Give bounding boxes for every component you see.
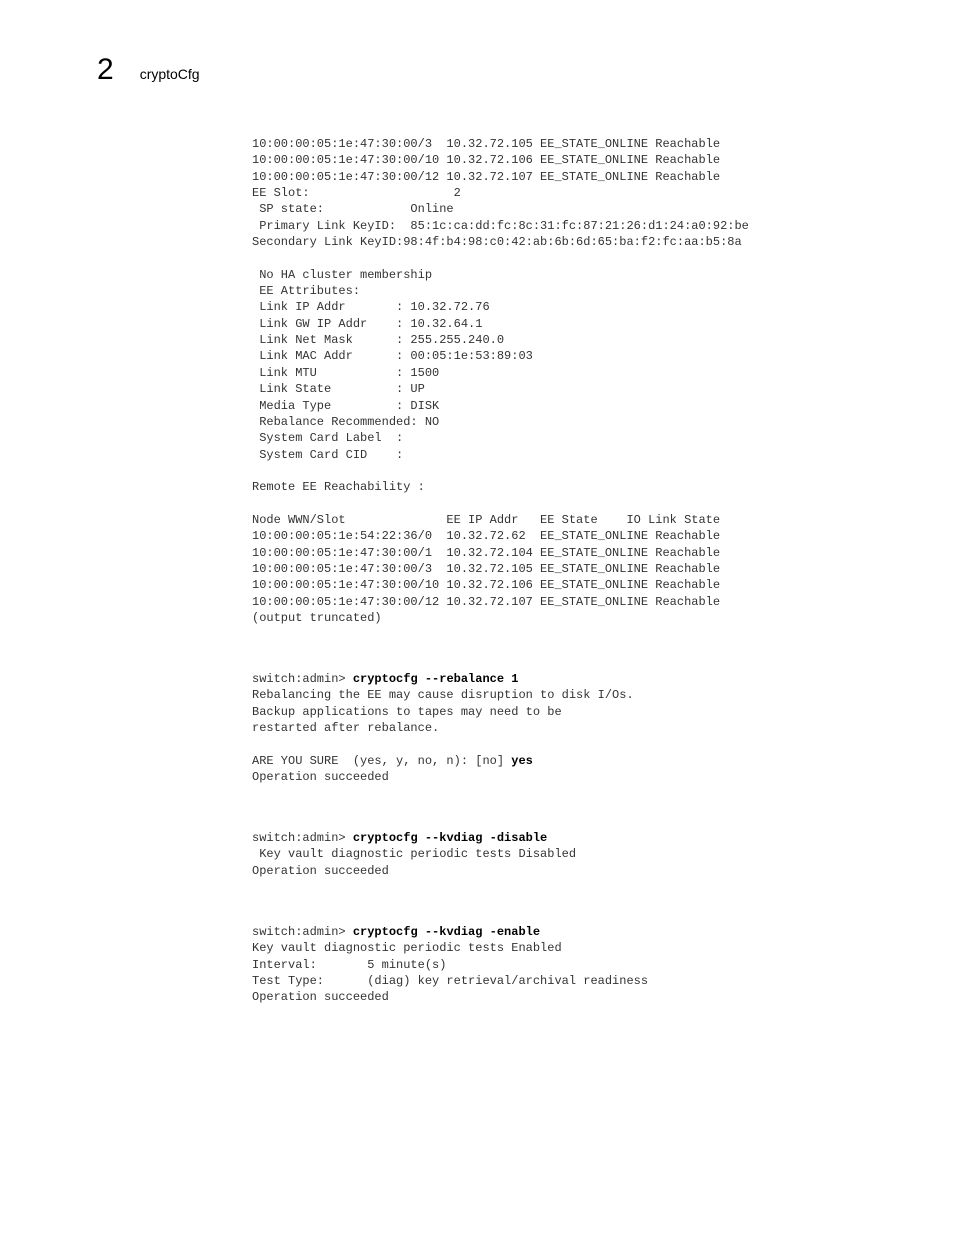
output-line: 10:00:00:05:1e:47:30:00/12 10.32.72.107 EE_STATE_ONLINE Reachable	[252, 594, 721, 609]
status-output-block	[252, 136, 749, 626]
result-line: Operation succeeded	[252, 990, 389, 1005]
chapter-title: cryptoCfg	[139, 66, 200, 82]
output-line: 10:00:00:05:1e:47:30:00/12 10.32.72.107 EE_STATE_ONLINE Reachable	[252, 169, 721, 184]
output-line: System Card Label :	[252, 431, 404, 446]
output-line	[252, 463, 749, 479]
kvdiag-enable-example-block	[252, 924, 648, 1006]
command-line	[252, 671, 634, 687]
output-line: Primary Link KeyID: 85:1c:ca:dd:fc:8c:31:fc:87:21:26:d1:24:a0:92:be	[252, 218, 749, 233]
confirm-prompt: ARE YOU SURE (yes, y, no, n): [no]	[252, 753, 512, 768]
kvdiag-disable-example-block	[252, 830, 576, 879]
confirm-line	[252, 753, 634, 769]
output-line: 10:00:00:05:1e:47:30:00/3 10.32.72.105 EE_STATE_ONLINE Reachable	[252, 561, 721, 576]
command-line	[252, 924, 648, 940]
output-line: Key vault diagnostic periodic tests Disabled	[252, 847, 577, 862]
output-line: Link GW IP Addr : 10.32.64.1	[252, 316, 483, 331]
output-line: Media Type : DISK	[252, 398, 440, 413]
output-line: Secondary Link KeyID:98:4f:b4:98:c0:42:ab:6b:6d:65:ba:f2:fc:aa:b5:8a	[252, 235, 742, 250]
output-line: Interval: 5 minute(s)	[252, 957, 447, 972]
output-line: No HA cluster membership	[252, 267, 433, 282]
output-line: Link MTU : 1500	[252, 365, 440, 380]
output-line: System Card CID :	[252, 447, 404, 462]
shell-prompt: switch:admin>	[252, 672, 353, 686]
output-line: Link State : UP	[252, 382, 425, 397]
output-line: 10:00:00:05:1e:47:30:00/1 10.32.72.104 EE_STATE_ONLINE Reachable	[252, 545, 721, 560]
result-line: Operation succeeded	[252, 770, 389, 785]
output-line: Link MAC Addr : 00:05:1e:53:89:03	[252, 349, 533, 364]
chapter-header	[97, 52, 200, 92]
command-text: cryptocfg --rebalance 1	[352, 672, 519, 686]
output-line: Rebalance Recommended: NO	[252, 414, 440, 429]
output-line: Node WWN/Slot EE IP Addr EE State IO Link State	[252, 512, 721, 527]
output-line: Remote EE Reachability :	[252, 480, 425, 495]
command-line	[252, 830, 576, 846]
output-line: Key vault diagnostic periodic tests Enabled	[252, 941, 562, 956]
blank-line	[252, 736, 634, 752]
result-line: Operation succeeded	[252, 863, 389, 878]
output-line: Backup applications to tapes may need to be	[252, 704, 562, 719]
output-line: Test Type: (diag) key retrieval/archival readiness	[252, 974, 649, 989]
confirm-answer: yes	[511, 753, 533, 768]
output-line	[252, 496, 749, 512]
shell-prompt: switch:admin>	[252, 831, 353, 845]
command-text: cryptocfg --kvdiag -disable	[352, 831, 548, 845]
output-line: 10:00:00:05:1e:47:30:00/10 10.32.72.106 EE_STATE_ONLINE Reachable	[252, 578, 721, 593]
output-line: 10:00:00:05:1e:47:30:00/10 10.32.72.106 EE_STATE_ONLINE Reachable	[252, 153, 721, 168]
command-text: cryptocfg --kvdiag -enable	[352, 925, 541, 939]
output-line: 10:00:00:05:1e:54:22:36/0 10.32.72.62 EE_STATE_ONLINE Reachable	[252, 529, 721, 544]
output-line: Link IP Addr : 10.32.72.76	[252, 300, 490, 315]
rebalance-example-block	[252, 671, 634, 785]
output-line: EE Slot: 2	[252, 186, 461, 201]
output-line: (output truncated)	[252, 610, 382, 625]
output-line: Rebalancing the EE may cause disruption to disk I/Os.	[252, 688, 634, 703]
output-line: Link Net Mask : 255.255.240.0	[252, 333, 505, 348]
output-line: restarted after rebalance.	[252, 721, 440, 736]
chapter-number: 2	[97, 53, 114, 86]
output-line: 10:00:00:05:1e:47:30:00/3 10.32.72.105 EE_STATE_ONLINE Reachable	[252, 137, 721, 151]
shell-prompt: switch:admin>	[252, 925, 353, 939]
output-line	[252, 250, 749, 266]
output-line: EE Attributes:	[252, 284, 361, 299]
output-line: SP state: Online	[252, 202, 454, 217]
